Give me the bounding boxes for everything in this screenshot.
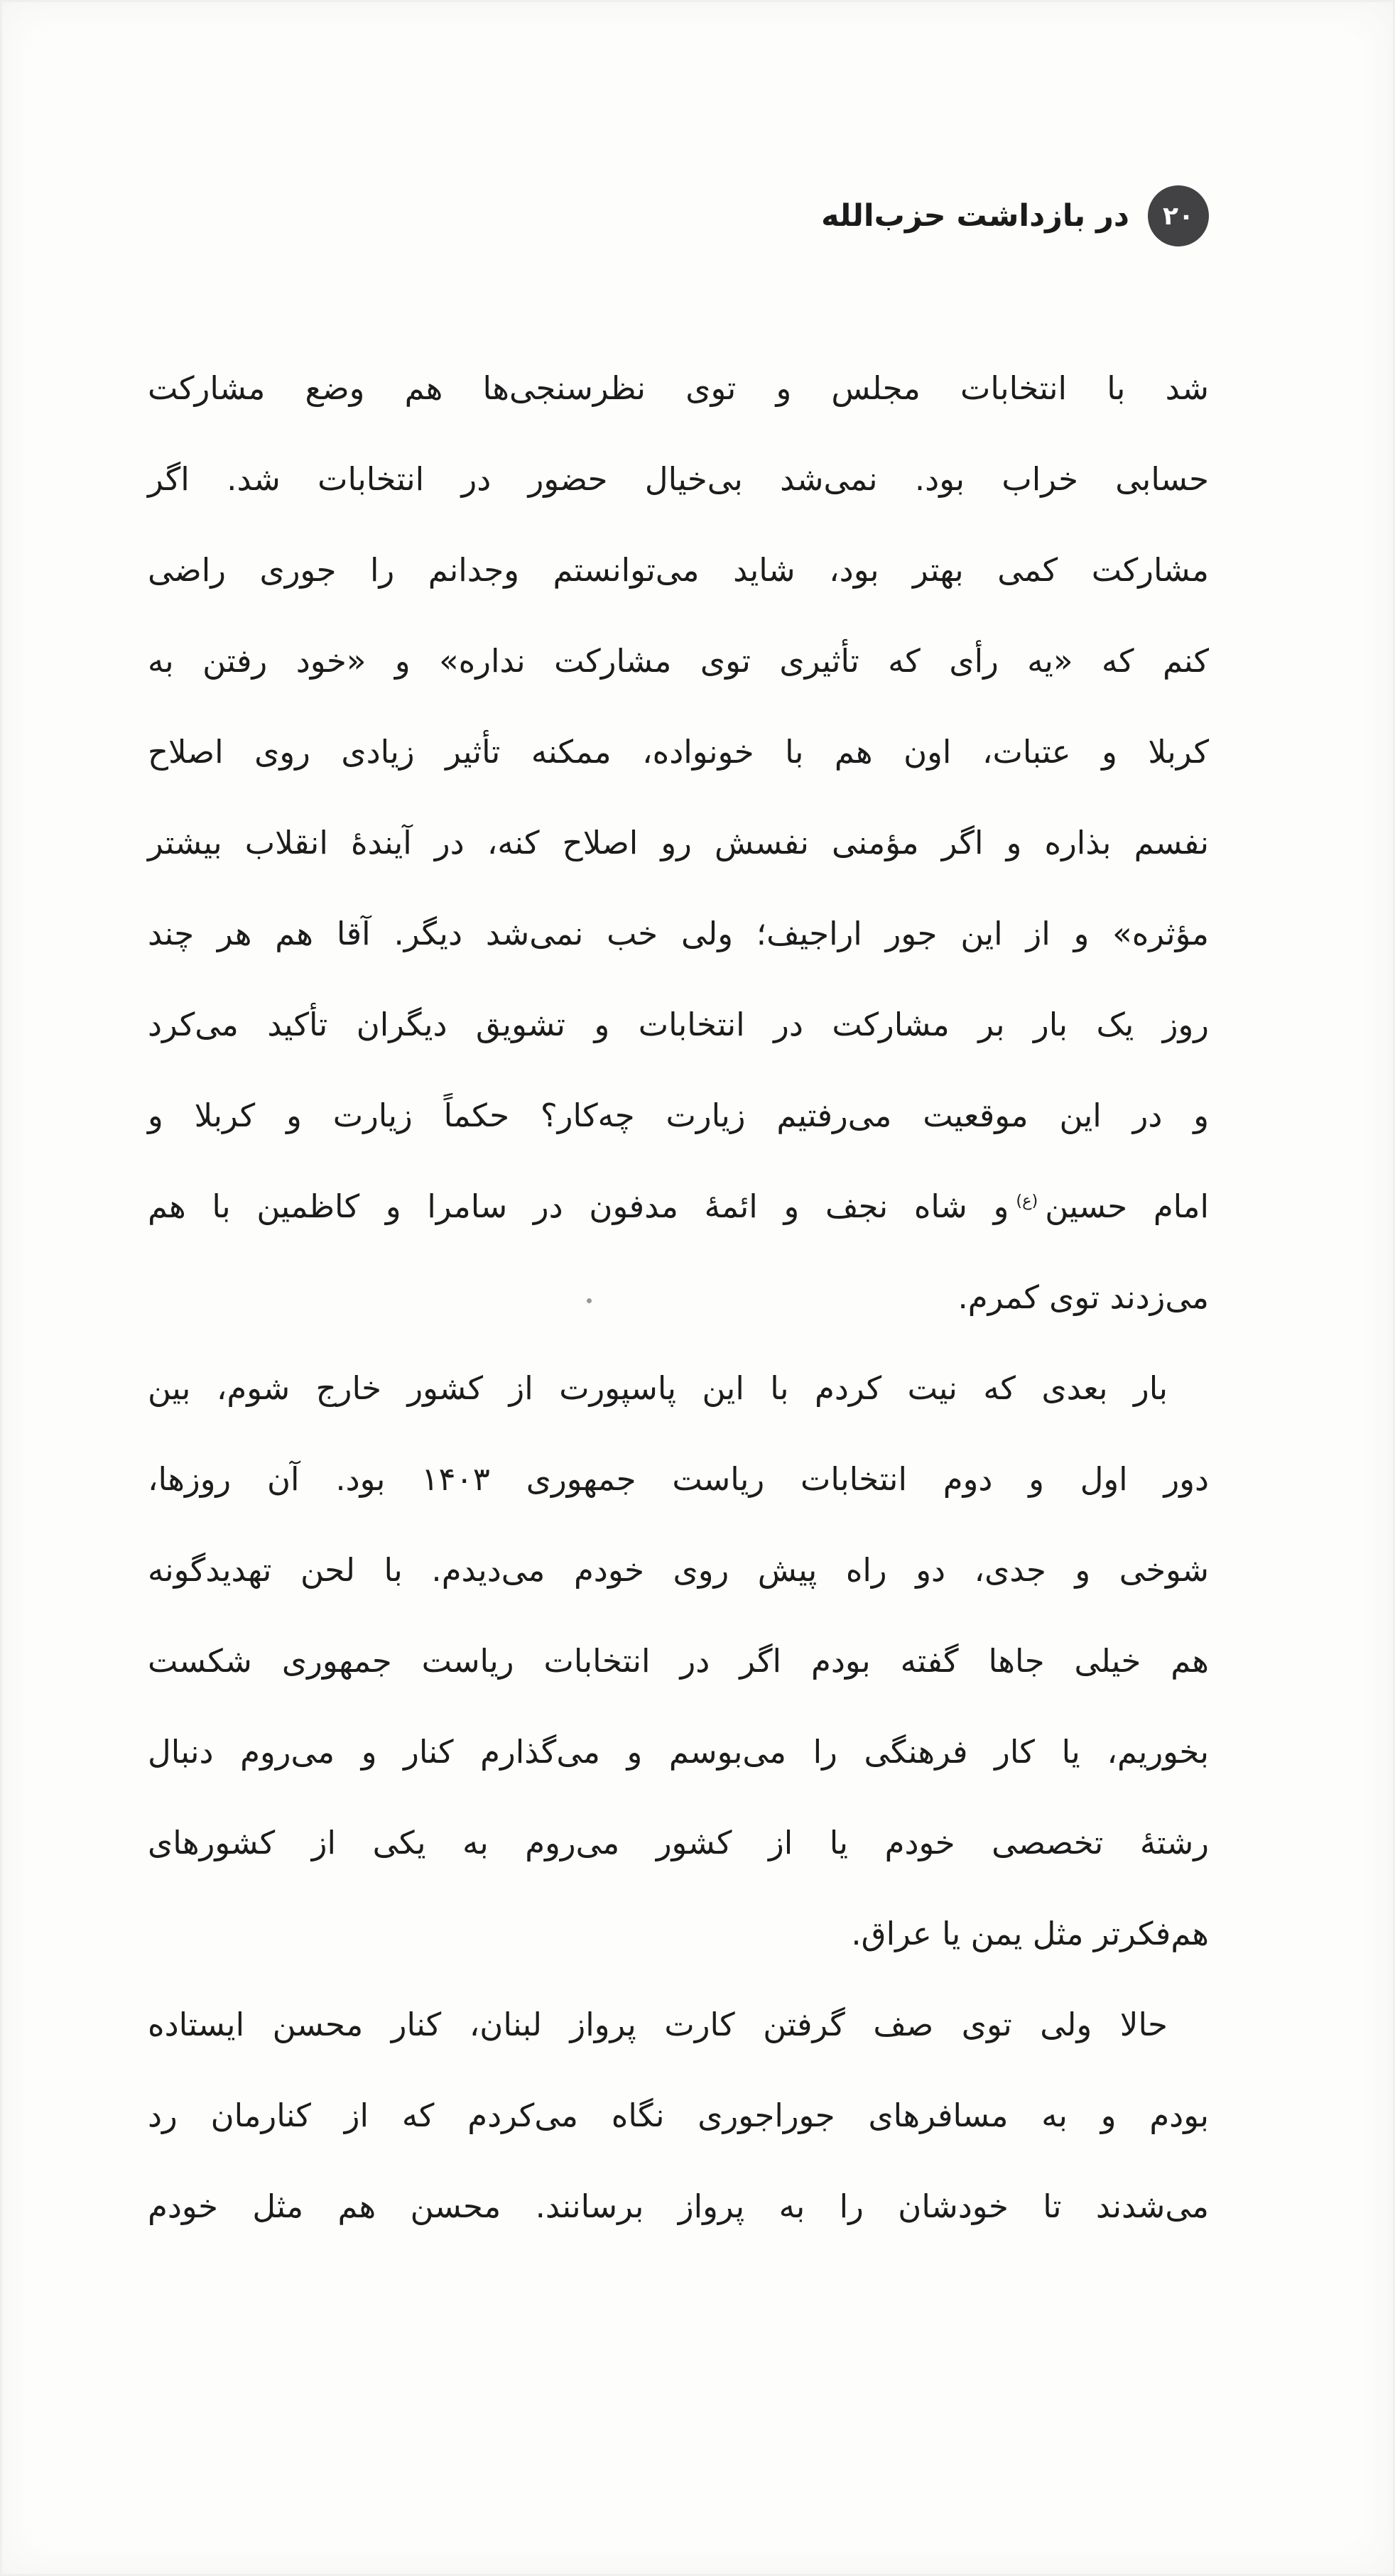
page-number-badge [1148, 185, 1209, 246]
text-segment: امام حسین [1045, 1188, 1209, 1225]
text-line: حسابی خراب بود. نمی‌شد بی‌خیال حضور در انتخابات شد. اگر [148, 460, 1209, 498]
body-text [148, 343, 1209, 2252]
chapter-title: در بازداشت حزب‌الله [821, 198, 1129, 234]
honorific-superscript: (ع) [1016, 1192, 1038, 1210]
scan-dot-artifact [587, 1298, 592, 1303]
text-segment: و شاه نجف و ائمهٔ مدفون در سامرا و کاظمین با هم [148, 1188, 1009, 1225]
text-line: می‌زدند توی کمرم. [957, 1278, 1209, 1316]
text-line: دور اول و دوم انتخابات ریاست جمهوری ۱۴۰۳ بود. آن روزها، [148, 1460, 1209, 1498]
text-line: روز یک بار بر مشارکت در انتخابات و تشویق دیگران تأکید می‌کرد [148, 1006, 1209, 1043]
text-line: کربلا و عتبات، اون هم با خونواده، ممکنه تأثیر زیادی روی اصلاح [148, 733, 1209, 771]
text-line: می‌شدند تا خودشان را به پرواز برسانند. محسن هم مثل خودم [148, 2188, 1209, 2225]
text-line: نفسم بذاره و اگر مؤمنی نفسش رو اصلاح کنه، در آیندهٔ انقلاب بیشتر [148, 824, 1209, 862]
text-line: کنم که «یه رأی که تأثیری توی مشارکت نداره» و «خود رفتن به [148, 642, 1209, 680]
text-line: مشارکت کمی بهتر بود، شاید می‌توانستم وجدانم را جوری راضی [148, 551, 1209, 589]
text-line: و در این موقعیت می‌رفتیم زیارت چه‌کار؟ حکماً زیارت و کربلا و [148, 1097, 1209, 1134]
text-line: شوخی و جدی، دو راه پیش روی خودم می‌دیدم. با لحن تهدیدگونه [148, 1551, 1209, 1589]
text-line: بخوریم، یا کار فرهنگی را می‌بوسم و می‌گذارم کنار و می‌روم دنبال [148, 1733, 1209, 1771]
text-line: بودم و به مسافرهای جوراجوری نگاه می‌کردم که از کنارمان رد [148, 2097, 1209, 2134]
page-number: ۲۰ [1163, 201, 1194, 231]
text-line: هم خیلی جاها گفته بودم اگر در انتخابات ریاست جمهوری شکست [148, 1642, 1209, 1680]
text-line-paragraph-start: حالا ولی توی صف گرفتن کارت پرواز لبنان، کنار محسن ایستاده [148, 2006, 1168, 2043]
text-line: شد با انتخابات مجلس و توی نظرسنجی‌ها هم وضع مشارکت [148, 369, 1209, 407]
text-line: مؤثره» و از این جور اراجیف؛ ولی خب نمی‌شد دیگر. آقا هم هر چند [148, 915, 1209, 952]
text-line-with-honorific [148, 1161, 1209, 1252]
text-line: هم‌فکرتر مثل یمن یا عراق. [851, 1915, 1209, 1952]
text-line-paragraph-start: بار بعدی که نیت کردم با این پاسپورت از کشور خارج شوم، بین [148, 1369, 1168, 1407]
chapter-header [821, 185, 1209, 246]
text-line: رشتهٔ تخصصی خودم یا از کشور می‌روم به یکی از کشورهای [148, 1824, 1209, 1862]
